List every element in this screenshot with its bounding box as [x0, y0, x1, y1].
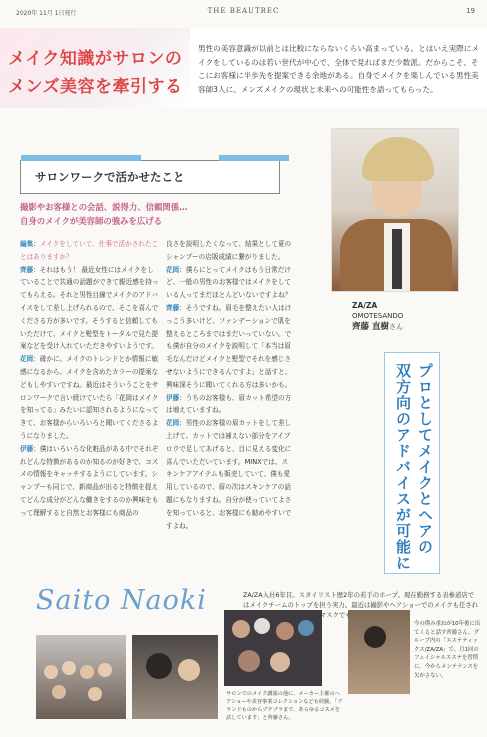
article-title-line1: メイク知識がサロンの — [8, 49, 183, 69]
section-tab-decor-right — [219, 155, 289, 161]
speaker-label: 伊藤： — [166, 393, 186, 402]
dialogue-text: 男性のお客様の眉カットをして差し上げて、カットでは補えない部分をアイブロウで足してあげると、目に見える変化に喜んでいただいています。MINXでは、スキンケアアイテムも販売していて、僕も愛用しているので、眉の次はスキンケアの話題にもなりますね。自分が使っていてよさを知っていると、お客様にも勧めやすいですよね。 — [166, 419, 292, 530]
article-lead: 男性の美容意識が以前とは比較にならないくらい高まっている。とはいえ実際にメイクをしているのは若い世代が中心で、全体で見ればまだ少数派。だからこそ、そこにお客様に半歩先を提案できる余地がある。自身でメイクを楽しんでいる男性美容師3人に、メンズメイクの現状と未来への可能性を語ってもらった。 — [198, 44, 479, 94]
photo-caption: サロンでのメイク講演の他に、メーカー主催のヘアショーや美容事業コレクションなども経験。「ブランドものからプチプラまで、あらゆるコスメを試しています」と齊藤さん。 — [226, 691, 343, 721]
portrait-tie — [392, 229, 402, 289]
profile-area: OMOTESANDO — [352, 312, 404, 320]
dialogue-paragraph — [20, 264, 160, 354]
dialogue-paragraph — [20, 353, 160, 443]
dialogue-paragraph — [166, 417, 294, 532]
dialogue-text: メイクをしていて、仕事で活かされたことはありますか？ — [20, 240, 159, 261]
section-heading-box — [20, 160, 280, 194]
title-band — [0, 28, 487, 108]
makeup-session-photo — [132, 635, 218, 719]
profile-name: 齊藤 直樹 — [352, 322, 389, 332]
dialogue-text: 確かに。メイクのトレンドとか情報に敏感になるから、メイクを含めたカラーの提案などもしやすいですね。最近はそういうことをサロンワークで言い続けていたら「花岡はメイクを知ってる」みたいに認知されるようになってきて、お客様からいろいろと聞いてくださるようになりました。 — [20, 355, 159, 440]
article-title-line2: メンズ美容を牽引する — [8, 77, 183, 97]
magazine-title: THE BEAUTREC — [207, 7, 280, 15]
portrait-photo — [331, 128, 459, 292]
text-column-1 — [20, 238, 160, 520]
section-heading: サロンワークで活かせたこと — [35, 170, 185, 184]
speaker-label: 花岡： — [166, 265, 186, 274]
side-caption: 今の僕み重ねが10年後に出てくると話す齊藤さん。グループ内の「エステティックス/ZA/ZA」で、月1回のフェイシャルエステを習慣に。今からメンテナンスを欠かさない。 — [414, 621, 481, 679]
dialogue-paragraph — [166, 264, 294, 302]
cosmetics-photo — [224, 610, 322, 686]
speaker-label: 花岡： — [166, 419, 186, 428]
speaker-label: 編集： — [20, 240, 40, 248]
dialogue-paragraph — [20, 238, 160, 264]
dialogue-paragraph — [20, 443, 160, 520]
facial-photo — [348, 610, 410, 694]
group-photo — [36, 635, 126, 719]
callout-line2: 双方向のアドバイスが可能に — [394, 363, 412, 571]
speaker-label: 齊藤： — [20, 265, 40, 274]
section-subhead: 撮影やお客様との会話、説得力、信頼関係… 自身のメイクが美容師の強みを広げる — [20, 202, 188, 226]
dialogue-text: そうですね。眉毛を整えたい人はけっこう多いけど、ファンデーションで肌を整えるところまではまだいっていない。でも僕が自分のメイクを説明して「本当は眉毛なんだけどメイクと髪型でそれを感じさせないようにできるんですよ」と話すと、興味深そうに聞いてくれる方は多いかも。 — [166, 303, 292, 389]
profile-caption — [352, 300, 403, 333]
callout-box — [384, 352, 440, 574]
section-tab-decor — [21, 155, 141, 161]
dialogue-paragraph — [166, 302, 294, 392]
callout-line1: プロとしてメイクとヘアの — [416, 363, 434, 555]
profile-honorific: さん — [388, 323, 403, 331]
profile-shop: ZA/ZA — [352, 301, 378, 310]
dialogue-text: 僕らにとってメイクはもう日常だけど、一般の男性のお客様ではメイクをしている人ってまだほとんどいないですよね？ — [166, 265, 292, 300]
page-header — [8, 6, 479, 18]
text-column-2 — [166, 238, 294, 532]
profile-bio: ZA/ZA入社6年目。スタイリスト歴2年の若手のホープ。現在勤務する表参道店ではメイクチームのトップを担う実力。最近は撮影やヘアショーでのメイクも任され マスクでも映 — [243, 591, 479, 619]
dialogue-paragraph — [166, 392, 294, 418]
page-number: 19 — [466, 7, 475, 15]
dialogue-text: 僕はいろいろな化粧品がある中でそれぞれどんな特徴があるのか知るのが好きで、コスメの情報をキャッチするようにしています。シャンプーも同じで、新商品が出ると特徴を捉えてどんな成分がどんな働きをするのか興味をもって理解すると自然とお客様にも商品の — [20, 444, 159, 517]
name-signature: Saito Naoki — [36, 585, 207, 616]
issue-date: 2020年 11月 1日発行 — [16, 10, 77, 17]
speaker-label: 花岡： — [20, 355, 40, 364]
speaker-label: 齊藤： — [166, 303, 186, 312]
speaker-label: 伊藤： — [20, 444, 40, 453]
dialogue-text: うちのお客様も、眉カット希望の方は増えていますね。 — [166, 393, 292, 415]
portrait-hair — [362, 137, 434, 181]
dialogue-text: それはもう！ 最近女性にはメイクをしていることで共通の話題ができて親近感を持ってもらえる。それと男性目線でメイクのアドバイスをして差し上げられるので、そこを喜んでくださる方が多いです。そうすると信頼してもいただけて、メイクと髪型をトータルで見た提案などを受け入れていただきやすいようです。 — [20, 265, 159, 351]
dialogue-text: 良さを説明したくなって、結果として夏のシャンプーの店販成績に繋がりました。 — [166, 240, 292, 261]
dialogue-paragraph — [166, 238, 294, 264]
